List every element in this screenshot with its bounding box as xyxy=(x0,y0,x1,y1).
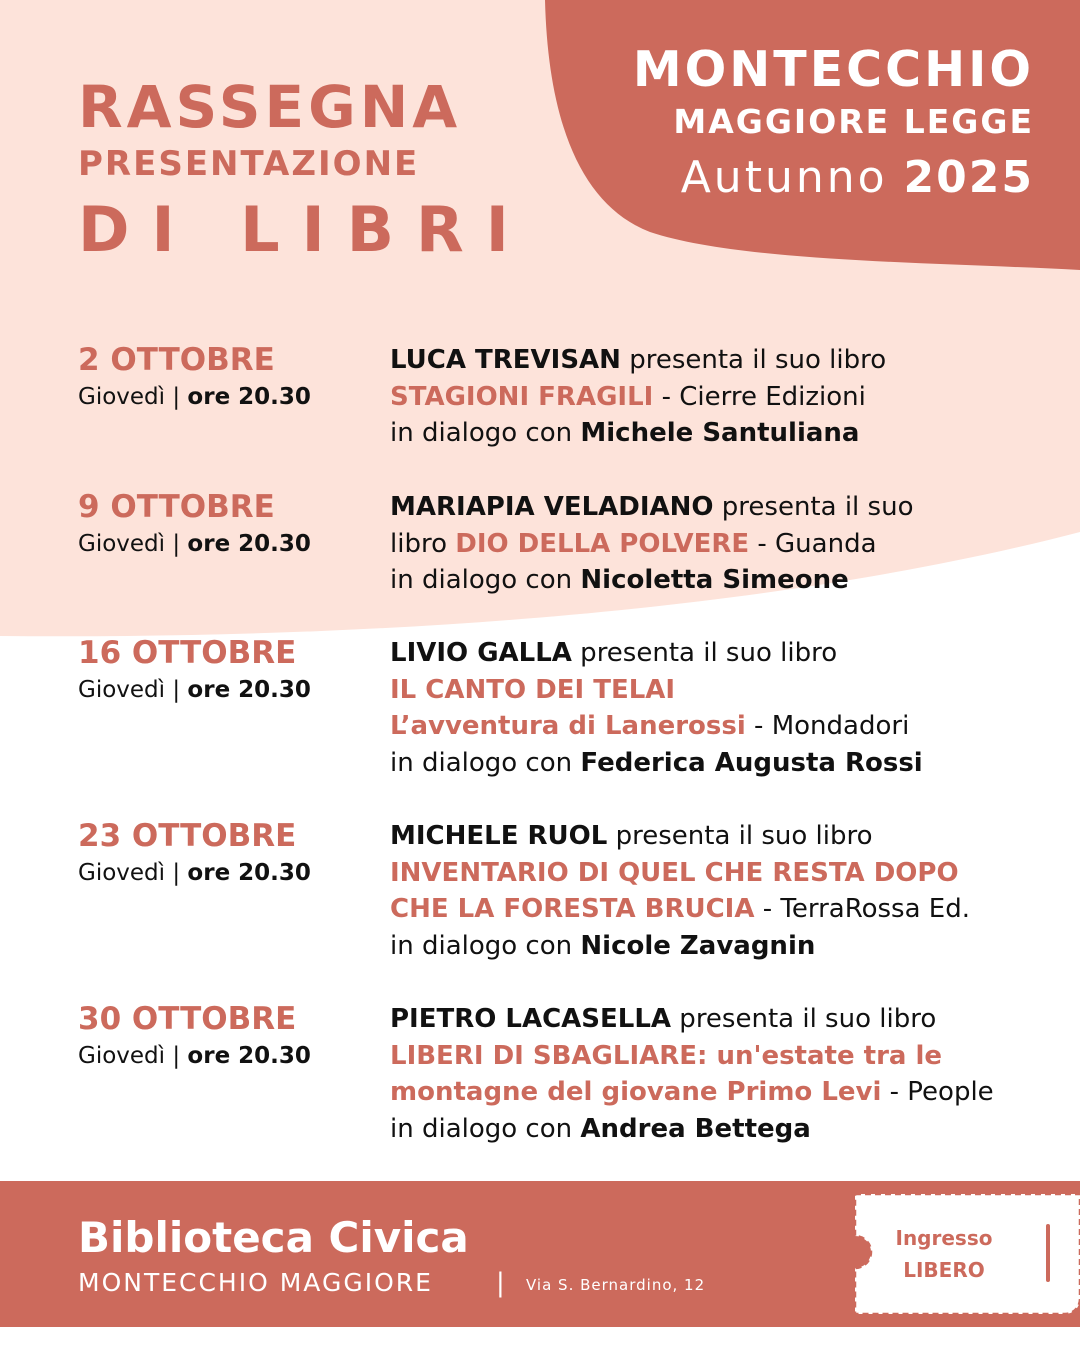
event-publisher: - Cierre Edizioni xyxy=(653,381,866,412)
series-title-line1: RASSEGNA xyxy=(78,73,462,141)
event-moderator: Federica Augusta Rossi xyxy=(580,748,923,779)
event-book-title-cont: montagne del giovane Primo Levi xyxy=(390,1077,882,1108)
library-town: MONTECCHIO MAGGIORE xyxy=(78,1268,433,1297)
series-title-line2: PRESENTAZIONE xyxy=(78,144,420,184)
event-time xyxy=(78,858,311,888)
ticket-stub-line xyxy=(1046,1224,1050,1282)
event-date: 23 OTTOBRE xyxy=(78,818,297,854)
event-author: LUCA TREVISAN xyxy=(390,345,621,375)
event-day: Giovedì xyxy=(78,1043,166,1069)
event-day: Giovedì xyxy=(78,860,166,886)
event-presents: presenta il suo libro xyxy=(607,821,873,851)
footer-separator: | xyxy=(496,1268,505,1298)
event-line xyxy=(390,672,1060,709)
event-book-title: INVENTARIO DI QUEL CHE RESTA DOPO xyxy=(390,857,959,888)
event-description xyxy=(390,342,1060,452)
event-line xyxy=(390,708,1060,745)
event-description xyxy=(390,635,1060,782)
event-presents: presenta il suo libro xyxy=(620,345,887,375)
library-address: Via S. Bernardino, 12 xyxy=(526,1276,706,1294)
event-description xyxy=(390,1001,1060,1148)
event-description xyxy=(390,489,1060,599)
event-separator: | xyxy=(172,531,181,557)
event-time xyxy=(78,382,311,412)
event-time xyxy=(78,529,311,559)
event-hour: ore 20.30 xyxy=(187,1043,311,1069)
event-line xyxy=(390,562,1060,599)
event-book-title: DIO DELLA POLVERE xyxy=(455,528,750,559)
event-time xyxy=(78,1041,311,1071)
event-day: Giovedì xyxy=(78,384,166,410)
event-line xyxy=(390,379,1060,416)
event-publisher: - Guanda xyxy=(749,528,877,559)
event-dialog-prefix: in dialogo con xyxy=(390,565,581,596)
event-line xyxy=(390,635,1060,672)
event-dialog-prefix: in dialogo con xyxy=(390,748,581,779)
event-book-title: IL CANTO DEI TELAI xyxy=(390,674,676,705)
event-author: PIETRO LACASELLA xyxy=(390,1004,672,1034)
event-line xyxy=(390,891,1060,928)
event-line xyxy=(390,1038,1060,1075)
event-line xyxy=(390,415,1060,452)
event-presents: presenta il suo xyxy=(713,492,914,522)
series-title-line3: DI LIBRI xyxy=(78,193,531,266)
event-separator: | xyxy=(172,860,181,886)
brand-year: 2025 xyxy=(903,152,1034,203)
ticket-text xyxy=(855,1222,1033,1286)
event-hour: ore 20.30 xyxy=(187,384,311,410)
event-author: MICHELE RUOL xyxy=(390,821,608,851)
event-publisher: - People xyxy=(881,1077,994,1108)
event-date: 2 OTTOBRE xyxy=(78,342,275,378)
event-day: Giovedì xyxy=(78,531,166,557)
event-line xyxy=(390,855,1060,892)
event-presents: presenta il suo libro xyxy=(671,1004,937,1034)
event-date: 30 OTTOBRE xyxy=(78,1001,297,1037)
event-book-subtitle: L’avventura di Lanerossi xyxy=(390,711,746,742)
event-day: Giovedì xyxy=(78,677,166,703)
event-separator: | xyxy=(172,1043,181,1069)
event-line xyxy=(390,745,1060,782)
event-title-prefix: libro xyxy=(390,528,456,559)
event-line xyxy=(390,1111,1060,1148)
event-description xyxy=(390,818,1060,965)
event-moderator: Nicoletta Simeone xyxy=(580,565,849,596)
event-brand xyxy=(564,40,1034,208)
event-dialog-prefix: in dialogo con xyxy=(390,931,581,962)
event-date: 9 OTTOBRE xyxy=(78,489,275,525)
event-moderator: Andrea Bettega xyxy=(580,1114,811,1145)
event-book-title-cont: CHE LA FORESTA BRUCIA xyxy=(390,894,755,925)
event-line xyxy=(390,928,1060,965)
event-author: MARIAPIA VELADIANO xyxy=(390,492,714,522)
brand-line1: MONTECCHIO xyxy=(632,41,1034,98)
event-moderator: Michele Santuliana xyxy=(580,418,860,449)
brand-season: Autunno xyxy=(680,152,888,203)
event-hour: ore 20.30 xyxy=(187,860,311,886)
event-author: LIVIO GALLA xyxy=(390,638,572,668)
footer-band xyxy=(0,1181,1080,1327)
event-hour: ore 20.30 xyxy=(187,677,311,703)
event-line xyxy=(390,1074,1060,1111)
event-book-title: LIBERI DI SBAGLIARE: un'estate tra le xyxy=(390,1040,943,1071)
ticket-line2: LIBERO xyxy=(903,1258,985,1282)
event-line xyxy=(390,342,1060,379)
event-time xyxy=(78,675,311,705)
event-hour: ore 20.30 xyxy=(187,531,311,557)
event-line xyxy=(390,526,1060,563)
free-entry-ticket xyxy=(855,1194,1080,1314)
event-publisher: - TerraRossa Ed. xyxy=(754,894,970,925)
brand-line2: MAGGIORE LEGGE xyxy=(673,102,1034,141)
library-name: Biblioteca Civica xyxy=(78,1213,469,1262)
event-line xyxy=(390,1001,1060,1038)
event-presents: presenta il suo libro xyxy=(571,638,838,668)
series-title xyxy=(78,72,531,268)
event-line xyxy=(390,818,1060,855)
event-separator: | xyxy=(172,677,181,703)
event-publisher: - Mondadori xyxy=(745,711,910,742)
event-book-title: STAGIONI FRAGILI xyxy=(390,381,654,412)
ticket-line1: Ingresso xyxy=(895,1226,993,1250)
event-moderator: Nicole Zavagnin xyxy=(580,931,816,962)
brand-season-year xyxy=(564,148,1034,208)
event-date: 16 OTTOBRE xyxy=(78,635,297,671)
event-line xyxy=(390,489,1060,526)
event-dialog-prefix: in dialogo con xyxy=(390,1114,581,1145)
event-dialog-prefix: in dialogo con xyxy=(390,418,581,449)
event-separator: | xyxy=(172,384,181,410)
